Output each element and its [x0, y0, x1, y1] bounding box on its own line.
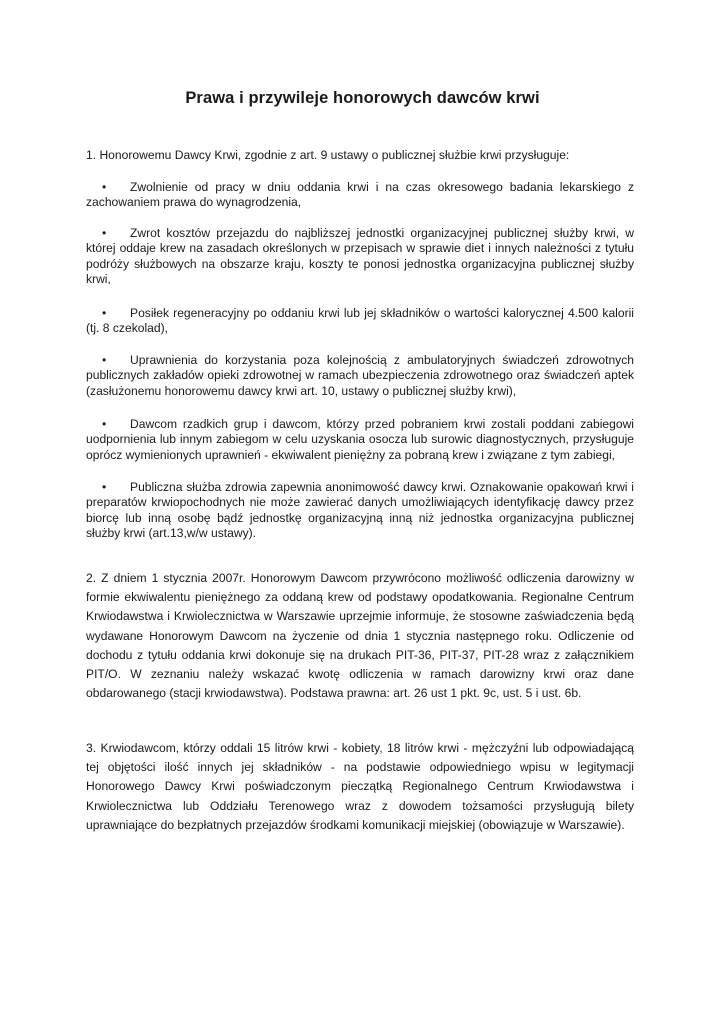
bullet-text: Posiłek regeneracyjny po oddaniu krwi lub jej składników o wartości kalorycznej 4.500 kalorii (tj. 8 czekolad),	[86, 306, 634, 336]
bullet-item-5	[86, 417, 634, 463]
bullet-dot: •	[102, 226, 107, 240]
bullet-item-4	[86, 353, 634, 399]
bullet-text: Publiczna służba zdrowia zapewnia anonimowość dawcy krwi. Oznakowanie opakowań krwi i preparatów krwiopochodnych nie może zawierać danych umożliwiających identyfikację dawcy przez biorcę lub inną osobę bądź jednostkę organizacyjną inną niż jednostka organizacyjna publicznej służby krwi (art.13,w/w ustawy).	[86, 480, 634, 541]
section-1-intro: 1. Honorowemu Dawcy Krwi, zgodnie z art. 9 ustawy o publicznej służbie krwi przysługuje:	[86, 148, 570, 162]
bullet-dot: •	[102, 306, 107, 320]
bullet-item-6	[86, 480, 634, 542]
bullet-dot: •	[102, 353, 107, 367]
bullet-item-1	[86, 180, 634, 211]
bullet-dot: •	[102, 180, 107, 194]
bullet-text: Dawcom rzadkich grup i dawcom, którzy przed pobraniem krwi zostali poddani zabiegowi uodpornienia lub innym zabiegom w celu uzyskania osocza lub surowic diagnostycznych, przysługuje oprócz wymienionych uprawnień - ekwiwalent pieniężny za pobraną krew i związane z tym zabiegi,	[86, 417, 634, 462]
bullet-text: Uprawnienia do korzystania poza kolejnością z ambulatoryjnych świadczeń zdrowotnych publicznych zakładów opieki zdrowotnej w ramach ubezpieczenia zdrowotnego oraz świadczeń aptek (zasłużonemu honorowemu dawcy krwi art. 10, ustawy o publicznej służby krwi),	[86, 353, 634, 398]
bullet-text: Zwrot kosztów przejazdu do najbliższej jednostki organizacyjnej publicznej służby krwi, w której oddaje krew na zasadach określonych w przepisach w sprawie diet i innych należności z tytułu podróży służbowych na obszarze kraju, koszty te ponosi jednostka organizacyjna publicznej służby krwi,	[86, 226, 634, 287]
bullet-dot: •	[102, 417, 107, 431]
bullet-item-3	[86, 306, 634, 337]
section-3-paragraph: 3. Krwiodawcom, którzy oddali 15 litrów krwi - kobiety, 18 litrów krwi - mężczyźni lub odpowiadającą tej objętości ilość innych jej składników - na podstawie odpowiedniego wpisu w legitymacji Honorowego Dawcy Krwi poświadczonym pieczątką Regionalnego Centrum Krwiodawstwa i Krwiolecznictwa lub Oddziału Terenowego wraz z dowodem tożsamości przysługują bilety uprawniające do bezpłatnych przejazdów środkami komunikacji miejskiej (obowiązuje w Warszawie).	[86, 741, 634, 832]
bullet-item-2	[86, 226, 634, 288]
bullet-text: Zwolnienie od pracy w dniu oddania krwi i na czas okresowego badania lekarskiego z zachowaniem prawa do wynagrodzenia,	[86, 180, 634, 210]
section-2-paragraph: 2. Z dniem 1 stycznia 2007r. Honorowym Dawcom przywrócono możliwość odliczenia darowizny w formie ekwiwalentu pieniężnego za oddaną krew od podstawy opodatkowania. Regionalne Centrum Krwiodawstwa i Krwiolecznictwa w Warszawie uprzejmie informuje, że stosowne zaświadczenia będą wydawane Honorowym Dawcom na życzenie od dnia 1 stycznia następnego roku. Odliczenie od dochodu z tytułu oddania krwi dokonuje się na drukach PIT-36, PIT-37, PIT-28 wraz z załącznikiem PIT/O. W zeznaniu należy wskazać kwotę odliczenia w ramach darowizny krwi oraz dane obdarowanego (stacji krwiodawstwa). Podstawa prawna: art. 26 ust 1 pkt. 9c, ust. 5 i ust. 6b.	[86, 571, 634, 701]
document-title: Prawa i przywileje honorowych dawców krwi	[185, 89, 540, 107]
bullet-dot: •	[102, 480, 107, 494]
